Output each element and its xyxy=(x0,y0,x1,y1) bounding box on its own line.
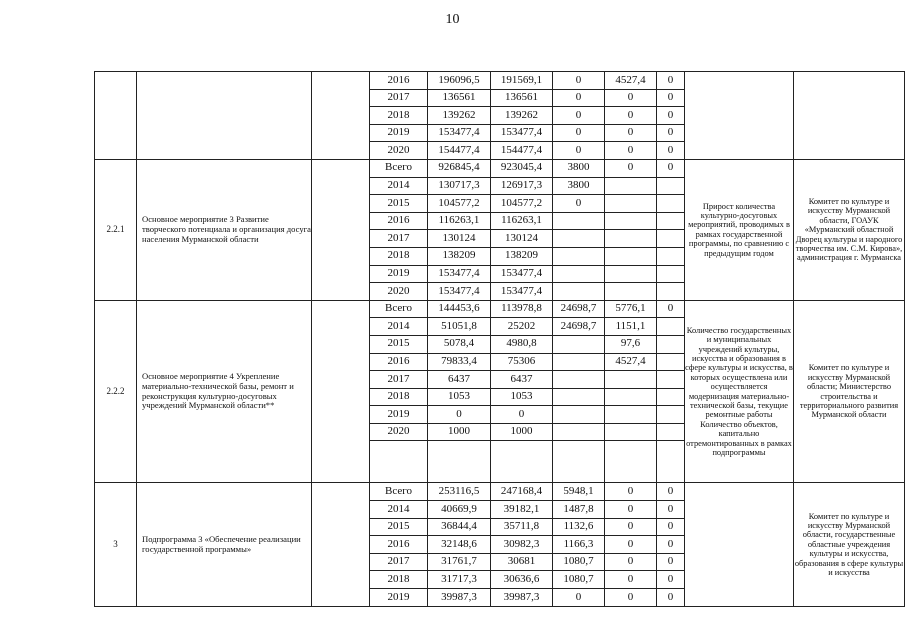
value-cell: 24698,7 xyxy=(553,318,605,336)
value-cell: 35711,8 xyxy=(491,518,553,536)
value-cell: 30636,6 xyxy=(491,571,553,589)
value-cell: 4527,4 xyxy=(605,72,657,90)
empty-cell xyxy=(428,441,491,483)
indicator-cell xyxy=(685,72,794,160)
value-cell xyxy=(657,406,685,424)
value-cell: 79833,4 xyxy=(428,353,491,371)
year-cell: 2016 xyxy=(370,212,428,230)
value-cell xyxy=(553,388,605,406)
value-cell xyxy=(553,353,605,371)
section-code: 3 xyxy=(95,483,137,606)
value-cell: 6437 xyxy=(428,371,491,389)
executor-cell: Комитет по культуре и искусству Мурманской области, ГОАУК «Мурманский областной Дворец культуры и народного творчества им. С.М. Кирова», администрация г. Мурманска xyxy=(794,159,905,300)
value-cell xyxy=(553,371,605,389)
empty-cell xyxy=(491,441,553,483)
value-cell xyxy=(553,423,605,441)
value-cell: 153477,4 xyxy=(491,265,553,283)
year-cell: 2016 xyxy=(370,536,428,554)
year-cell: 2020 xyxy=(370,142,428,160)
value-cell: 0 xyxy=(605,518,657,536)
value-cell: 0 xyxy=(657,142,685,160)
value-cell: 139262 xyxy=(428,107,491,125)
indicator-cell: Количество государственных и муниципальных учреждений культуры, искусства и образования в сфере культуры и искусства, в которых осуществлена или осуществляется модернизация материально-технической базы, текущие ремонтные работы Количество объектов, капитально отремонтированных в рамках подпрограммы xyxy=(685,300,794,483)
value-cell: 30681 xyxy=(491,553,553,571)
year-cell: 2016 xyxy=(370,72,428,90)
value-cell: 0 xyxy=(605,589,657,607)
value-cell: 0 xyxy=(657,107,685,125)
value-cell: 1000 xyxy=(428,423,491,441)
year-cell: 2015 xyxy=(370,195,428,213)
value-cell: 31717,3 xyxy=(428,571,491,589)
value-cell: 104577,2 xyxy=(491,195,553,213)
value-cell xyxy=(657,247,685,265)
value-cell: 0 xyxy=(657,571,685,589)
value-cell: 139262 xyxy=(491,107,553,125)
value-cell: 153477,4 xyxy=(491,283,553,301)
value-cell: 0 xyxy=(605,89,657,107)
value-cell: 136561 xyxy=(491,89,553,107)
value-cell xyxy=(605,195,657,213)
value-cell: 153477,4 xyxy=(428,124,491,142)
value-cell xyxy=(605,230,657,248)
year-cell: 2017 xyxy=(370,230,428,248)
value-cell xyxy=(657,318,685,336)
value-cell: 0 xyxy=(605,536,657,554)
value-cell: 116263,1 xyxy=(491,212,553,230)
value-cell: 191569,1 xyxy=(491,72,553,90)
value-cell: 0 xyxy=(605,107,657,125)
value-cell: 75306 xyxy=(491,353,553,371)
value-cell: 4527,4 xyxy=(605,353,657,371)
value-cell: 104577,2 xyxy=(428,195,491,213)
value-cell: 0 xyxy=(428,406,491,424)
value-cell xyxy=(605,406,657,424)
section-code: 2.2.1 xyxy=(95,159,137,300)
value-cell xyxy=(553,212,605,230)
year-cell: Всего xyxy=(370,300,428,318)
value-cell: 1166,3 xyxy=(553,536,605,554)
value-cell: 3800 xyxy=(553,177,605,195)
value-cell: 0 xyxy=(553,89,605,107)
year-cell: 2018 xyxy=(370,247,428,265)
empty-cell xyxy=(553,441,605,483)
value-cell: 0 xyxy=(553,107,605,125)
year-cell: Всего xyxy=(370,483,428,501)
value-cell: 1053 xyxy=(491,388,553,406)
section-description: Основное мероприятие 4 Укрепление материально-технической базы, ремонт и реконструкция культурно-досуговых учреждений Мурманской области** xyxy=(137,300,312,483)
year-cell: 2019 xyxy=(370,124,428,142)
value-cell: 0 xyxy=(553,195,605,213)
year-cell: 2020 xyxy=(370,283,428,301)
value-cell xyxy=(553,335,605,353)
value-cell xyxy=(553,406,605,424)
value-cell xyxy=(657,177,685,195)
table-row xyxy=(95,159,905,177)
value-cell xyxy=(657,335,685,353)
value-cell: 130124 xyxy=(491,230,553,248)
value-cell: 0 xyxy=(553,142,605,160)
value-cell: 153477,4 xyxy=(428,265,491,283)
year-cell: 2019 xyxy=(370,589,428,607)
value-cell: 51051,8 xyxy=(428,318,491,336)
description-cell xyxy=(137,72,312,160)
value-cell: 30982,3 xyxy=(491,536,553,554)
value-cell xyxy=(605,212,657,230)
value-cell: 0 xyxy=(657,483,685,501)
section-description: Основное мероприятие 3 Развитие творческого потенциала и организация досуга населения Мурманской области xyxy=(137,159,312,300)
year-cell: Всего xyxy=(370,159,428,177)
value-cell: 39987,3 xyxy=(491,589,553,607)
year-cell: 2017 xyxy=(370,89,428,107)
value-cell: 0 xyxy=(657,589,685,607)
year-cell: 2015 xyxy=(370,335,428,353)
value-cell: 0 xyxy=(605,501,657,519)
section-description: Подпрограмма 3 «Обеспечение реализации государственной программы» xyxy=(137,483,312,606)
value-cell: 926845,4 xyxy=(428,159,491,177)
value-cell xyxy=(553,247,605,265)
value-cell: 136561 xyxy=(428,89,491,107)
value-cell: 154477,4 xyxy=(428,142,491,160)
value-cell: 4980,8 xyxy=(491,335,553,353)
value-cell: 97,6 xyxy=(605,335,657,353)
value-cell xyxy=(605,423,657,441)
value-cell xyxy=(553,265,605,283)
year-cell: 2014 xyxy=(370,318,428,336)
value-cell: 0 xyxy=(605,142,657,160)
value-cell: 1080,7 xyxy=(553,553,605,571)
value-cell: 3800 xyxy=(553,159,605,177)
year-cell: 2018 xyxy=(370,571,428,589)
value-cell xyxy=(657,195,685,213)
value-cell: 0 xyxy=(491,406,553,424)
value-cell: 144453,6 xyxy=(428,300,491,318)
value-cell xyxy=(657,371,685,389)
page-number: 10 xyxy=(445,12,460,27)
value-cell: 923045,4 xyxy=(491,159,553,177)
value-cell xyxy=(657,283,685,301)
empty-cell xyxy=(312,483,370,606)
value-cell: 0 xyxy=(657,72,685,90)
value-cell xyxy=(605,247,657,265)
value-cell xyxy=(657,265,685,283)
value-cell: 5078,4 xyxy=(428,335,491,353)
year-cell: 2014 xyxy=(370,501,428,519)
value-cell: 39987,3 xyxy=(428,589,491,607)
value-cell: 0 xyxy=(553,72,605,90)
empty-cell xyxy=(312,72,370,160)
year-cell: 2015 xyxy=(370,518,428,536)
value-cell: 153477,4 xyxy=(428,283,491,301)
section-code: 2.2.2 xyxy=(95,300,137,483)
executor-cell: Комитет по культуре и искусству Мурманской области, государственные областные учреждения культуры и искусства, образования в сфере культуры и искусства xyxy=(794,483,905,606)
value-cell: 1132,6 xyxy=(553,518,605,536)
value-cell xyxy=(657,230,685,248)
value-cell: 0 xyxy=(657,300,685,318)
value-cell xyxy=(605,283,657,301)
value-cell xyxy=(605,177,657,195)
year-cell: 2020 xyxy=(370,423,428,441)
value-cell: 40669,9 xyxy=(428,501,491,519)
empty-cell xyxy=(605,441,657,483)
value-cell: 5948,1 xyxy=(553,483,605,501)
code-cell xyxy=(95,72,137,160)
empty-cell xyxy=(312,300,370,483)
value-cell: 0 xyxy=(657,553,685,571)
value-cell xyxy=(657,353,685,371)
value-cell: 153477,4 xyxy=(491,124,553,142)
value-cell: 247168,4 xyxy=(491,483,553,501)
value-cell: 0 xyxy=(605,571,657,589)
table-row xyxy=(95,483,905,501)
value-cell: 113978,8 xyxy=(491,300,553,318)
value-cell xyxy=(553,283,605,301)
executor-cell xyxy=(794,72,905,160)
value-cell: 138209 xyxy=(428,247,491,265)
value-cell: 130717,3 xyxy=(428,177,491,195)
value-cell: 154477,4 xyxy=(491,142,553,160)
value-cell xyxy=(657,212,685,230)
empty-cell xyxy=(370,441,428,483)
executor-cell: Комитет по культуре и искусству Мурманской области; Министерство строительства и территориального развития Мурманской области xyxy=(794,300,905,483)
year-cell: 2017 xyxy=(370,553,428,571)
value-cell: 0 xyxy=(553,589,605,607)
year-cell: 2019 xyxy=(370,265,428,283)
year-cell: 2014 xyxy=(370,177,428,195)
value-cell: 0 xyxy=(553,124,605,142)
value-cell: 0 xyxy=(605,553,657,571)
value-cell: 1080,7 xyxy=(553,571,605,589)
value-cell: 0 xyxy=(657,124,685,142)
value-cell: 6437 xyxy=(491,371,553,389)
year-cell: 2018 xyxy=(370,107,428,125)
value-cell: 39182,1 xyxy=(491,501,553,519)
value-cell xyxy=(553,230,605,248)
value-cell: 5776,1 xyxy=(605,300,657,318)
value-cell xyxy=(657,423,685,441)
empty-cell xyxy=(657,441,685,483)
value-cell: 138209 xyxy=(491,247,553,265)
value-cell: 0 xyxy=(657,159,685,177)
year-cell: 2016 xyxy=(370,353,428,371)
value-cell: 1000 xyxy=(491,423,553,441)
value-cell: 1151,1 xyxy=(605,318,657,336)
value-cell: 24698,7 xyxy=(553,300,605,318)
value-cell: 1487,8 xyxy=(553,501,605,519)
value-cell: 0 xyxy=(657,501,685,519)
value-cell: 0 xyxy=(605,483,657,501)
value-cell xyxy=(657,388,685,406)
indicator-cell xyxy=(685,483,794,606)
year-cell: 2017 xyxy=(370,371,428,389)
value-cell: 196096,5 xyxy=(428,72,491,90)
value-cell: 0 xyxy=(605,124,657,142)
value-cell: 36844,4 xyxy=(428,518,491,536)
year-cell: 2019 xyxy=(370,406,428,424)
value-cell: 130124 xyxy=(428,230,491,248)
value-cell xyxy=(605,265,657,283)
empty-cell xyxy=(312,159,370,300)
value-cell: 32148,6 xyxy=(428,536,491,554)
value-cell xyxy=(605,388,657,406)
value-cell: 0 xyxy=(657,89,685,107)
value-cell: 0 xyxy=(657,536,685,554)
value-cell: 25202 xyxy=(491,318,553,336)
value-cell: 31761,7 xyxy=(428,553,491,571)
value-cell: 1053 xyxy=(428,388,491,406)
value-cell: 0 xyxy=(657,518,685,536)
year-cell: 2018 xyxy=(370,388,428,406)
table-row xyxy=(95,300,905,318)
table-row xyxy=(95,72,905,90)
budget-table xyxy=(94,71,905,607)
value-cell: 126917,3 xyxy=(491,177,553,195)
indicator-cell: Прирост количества культурно-досуговых мероприятий, проводимых в рамках государственной программы, по сравнению с предыдущим годом xyxy=(685,159,794,300)
value-cell: 253116,5 xyxy=(428,483,491,501)
value-cell: 116263,1 xyxy=(428,212,491,230)
value-cell: 0 xyxy=(605,159,657,177)
value-cell xyxy=(605,371,657,389)
